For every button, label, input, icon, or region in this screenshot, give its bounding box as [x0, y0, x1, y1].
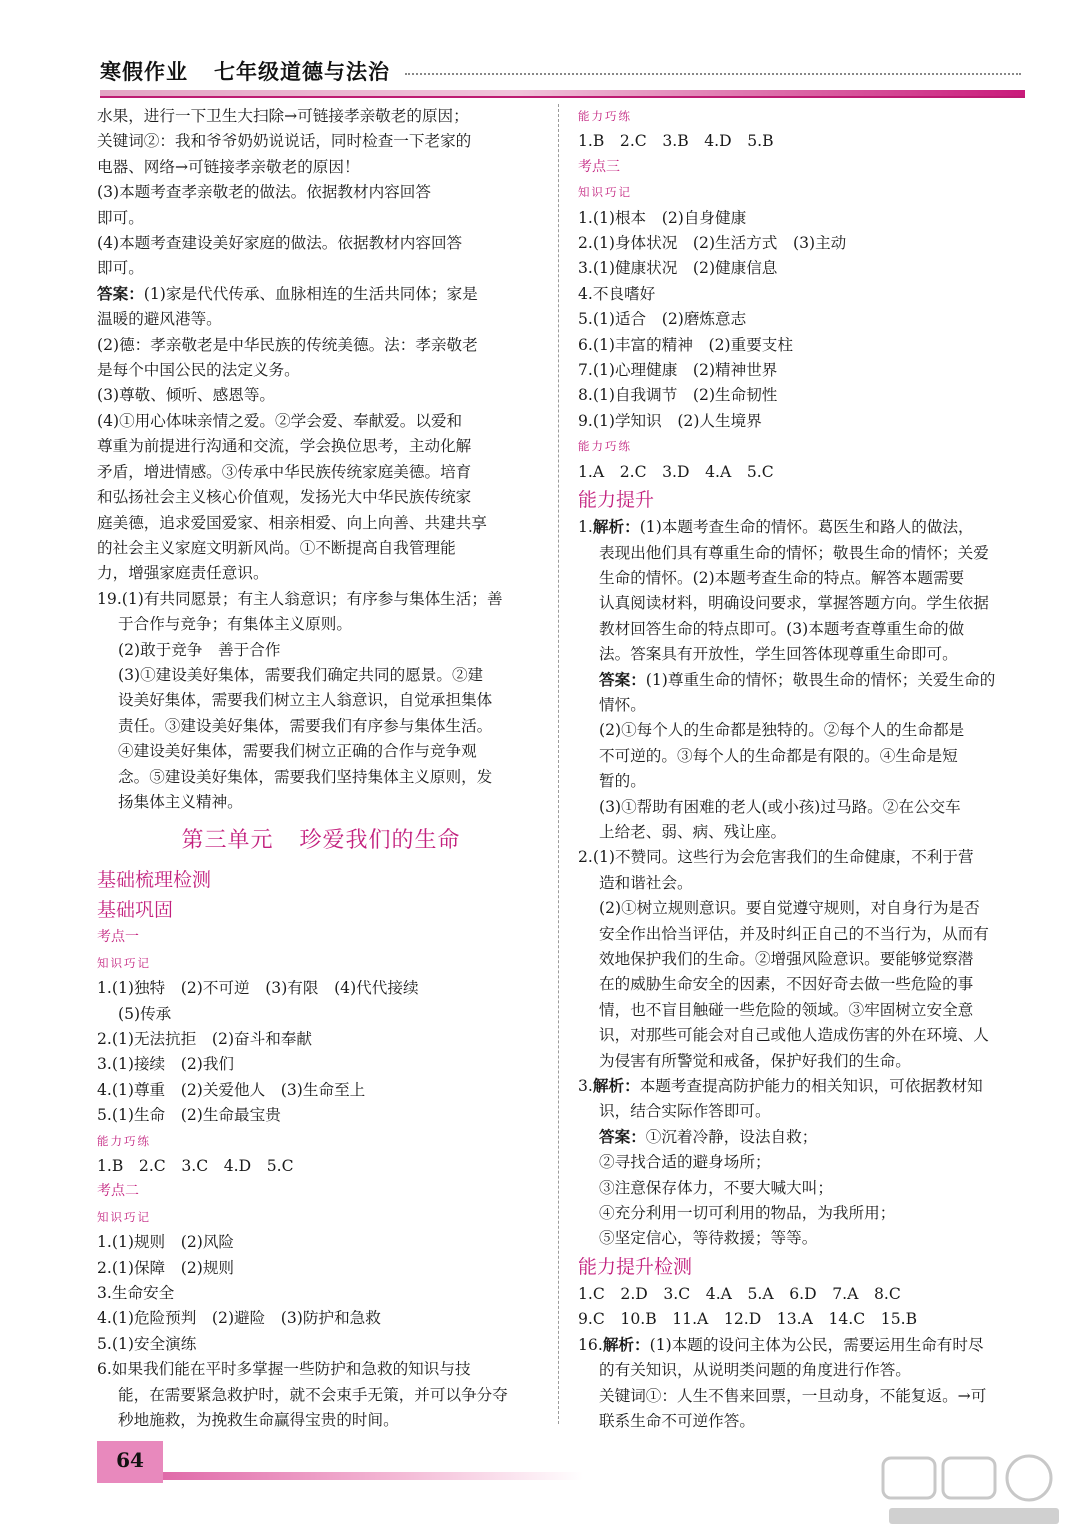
kaodian-label: 考点二	[97, 1183, 139, 1200]
text-line: 责任。③建设美好集体，需要我们有序参与集体生活。	[118, 716, 493, 735]
text-line: (3)尊敬、倾听、感恩等。	[97, 386, 276, 405]
text-line: 法。答案具有开放性，学生回答体现尊重生命即可。	[599, 645, 958, 664]
text-line: 扬集体主义精神。	[118, 792, 243, 811]
knowledge-label: 知识巧记	[578, 185, 632, 200]
kaodian-label: 考点一	[97, 929, 139, 946]
question-3-analysis: 3.解析：本题考查提高防护能力的相关知识，可依据教材知	[578, 1077, 983, 1096]
analysis-label: 解析：	[602, 1335, 650, 1354]
text-line: 7.(1)心理健康 (2)精神世界	[578, 361, 778, 380]
text-line: (3)①建设美好集体，需要我们确定共同的愿景。②建	[118, 665, 484, 684]
text-line: 4.(1)尊重 (2)关爱他人 (3)生命至上	[97, 1080, 366, 1099]
text-line: 识，结合实际作答即可。	[599, 1102, 771, 1121]
header-dotted-rule	[405, 73, 1021, 75]
watermark-logo	[875, 1452, 1065, 1530]
column-divider	[558, 104, 559, 1424]
section-heading: 能力提升检测	[578, 1255, 693, 1278]
page-number: 64	[116, 1448, 144, 1472]
text-line: 是每个中国公民的法定义务。	[97, 361, 300, 380]
text-line: 5.(1)生命 (2)生命最宝贵	[97, 1106, 281, 1125]
footer-band	[163, 1472, 583, 1480]
analysis-label: 解析：	[592, 518, 640, 537]
question-1-analysis: 1.解析：(1)本题考查生命的情怀。葛医生和路人的做法，	[578, 518, 974, 537]
text-line: 2.(1)身体状况 (2)生活方式 (3)主动	[578, 234, 847, 253]
text-line: 念。⑤建设美好集体，需要我们坚持集体主义原则，发	[118, 767, 493, 786]
text-line: 情怀。	[599, 695, 646, 714]
text-line: 能，在需要紧急救护时，就不会束手无策，并可以争分夺	[118, 1385, 508, 1404]
text-line: 即可。	[97, 259, 144, 278]
text-line: 在的威胁生命安全的因素，不因好奇去做一些危险的事	[599, 975, 974, 994]
text-line: 19.(1)有共同愿景；有主人翁意识；有序参与集体生活；善	[97, 589, 503, 608]
text-line: 3.(1)健康状况 (2)健康信息	[578, 259, 778, 278]
section-heading: 基础梳理检测	[97, 869, 212, 892]
answer-row: 1.A 2.C 3.D 4.A 5.C	[578, 462, 774, 481]
header-title	[100, 56, 390, 86]
text-line: 情，也不盲目触碰一些危险的领域。③牢固树立安全意	[599, 1000, 974, 1019]
text-line: (3)本题考查孝亲敬老的做法。依据教材内容回答	[97, 183, 431, 202]
right-column	[578, 104, 1028, 1434]
text-line: 力，增强家庭责任意识。	[97, 564, 269, 583]
page-header	[100, 56, 1025, 98]
text-line: ④充分利用一切可利用的物品，为我所用；	[599, 1204, 896, 1223]
text-line: 表现出他们具有尊重生命的情怀；敬畏生命的情怀；关爱	[599, 543, 989, 562]
text-line: 庭美德，追求爱国爱家、相亲相爱、向上向善、共建共享	[97, 513, 487, 532]
text-line: (5)传承	[118, 1004, 172, 1023]
answer-row: 1.B 2.C 3.C 4.D 5.C	[97, 1157, 294, 1176]
text-line: 尊重为前提进行沟通和交流，学会换位思考，主动化解	[97, 437, 472, 456]
text-line: 关键词①：人生不售来回票，一旦动身，不能复返。→可	[599, 1386, 987, 1405]
text-line: (2)德：孝亲敬老是中华民族的传统美德。法：孝亲敬老	[97, 335, 478, 354]
page-number-box	[97, 1441, 163, 1483]
text-line: (2)敢于竞争 善于合作	[118, 640, 281, 659]
answer-label: 答案：	[599, 1127, 646, 1146]
answer-line: 答案：(1)家是代代传承、血脉相连的生活共同体；家是	[97, 284, 478, 303]
text-line: 的社会主义家庭文明新风尚。①不断提高自我管理能	[97, 538, 456, 557]
text-line: (2)①树立规则意识。要自觉遵守规则，对自身行为是否	[599, 899, 980, 918]
text-line: 6.如果我们能在平时多掌握一些防护和急救的知识与技	[97, 1360, 471, 1379]
analysis-label: 解析：	[592, 1077, 640, 1096]
text-line: 设美好集体，需要我们树立主人翁意识，自觉承担集体	[118, 691, 493, 710]
text-line: (4)①用心体味亲情之爱。②学会爱、奉献爱。以爱和	[97, 411, 463, 430]
text-line: ④建设美好集体，需要我们树立正确的合作与竞争观	[118, 742, 477, 761]
kaodian-label: 考点三	[578, 158, 620, 175]
answer-label: 答案：	[599, 670, 646, 689]
text-line: 2.(1)保障 (2)规则	[97, 1258, 235, 1277]
text-line: ⑤坚定信心，等待救援；等等。	[599, 1229, 818, 1248]
text-line: 3.(1)接续 (2)我们	[97, 1055, 235, 1074]
text-line: 造和谐社会。	[599, 873, 693, 892]
text-line: 即可。	[97, 208, 144, 227]
text-line: ③注意保存体力，不要大喊大叫；	[599, 1178, 833, 1197]
text-line: 效地保护我们的生命。②增强风险意识。要能够觉察潜	[599, 950, 974, 968]
text-line: 温暖的避风港等。	[97, 310, 222, 329]
text-line: 4.不良嗜好	[578, 284, 656, 303]
text-line: 教材回答生命的特点即可。(3)本题考查尊重生命的做	[599, 619, 965, 638]
header-subject-title: 七年级道德与法治	[214, 60, 390, 84]
answer-row: 1.C 2.D 3.C 4.A 5.A 6.D 7.A 8.C	[578, 1284, 901, 1303]
text-line: 1.(1)规则 (2)风险	[97, 1233, 235, 1252]
question-16-analysis: 16.解析：(1)本题的设问主体为公民，需要运用生命有时尽	[578, 1335, 984, 1354]
ability-label: 能力巧练	[578, 109, 632, 123]
text-line: 矛盾，增进情感。③传承中华民族传统家庭美德。培育	[97, 462, 472, 481]
answer-label: 答案：	[97, 284, 144, 303]
text-line: 联系生命不可逆作答。	[599, 1411, 755, 1430]
text-line: 2.(1)无法抗拒 (2)奋斗和奉献	[97, 1030, 312, 1048]
text-line: 6.(1)丰富的精神 (2)重要支柱	[578, 335, 793, 354]
text-line: 识，对那些可能会对自己或他人造成伤害的外在环境、人	[599, 1026, 989, 1045]
section-subheading: 基础巩固	[97, 899, 174, 922]
text-line: 1.(1)根本 (2)自身健康	[578, 208, 747, 227]
text-line: 9.(1)学知识 (2)人生境界	[578, 411, 762, 430]
text-line: 为侵害有所警觉和戒备，保护好我们的生命。	[599, 1051, 911, 1070]
header-band-line	[100, 96, 1025, 98]
answer-line: 答案：(1)尊重生命的情怀；敬畏生命的情怀；关爱生命的	[599, 670, 996, 689]
text-line: 水果，进行一下卫生大扫除→可链接孝亲敬老的原因；	[97, 107, 469, 125]
header-book-title: 寒假作业	[100, 60, 188, 84]
section-heading: 能力提升	[578, 489, 655, 512]
unit-title: 第三单元 珍爱我们的生命	[181, 828, 461, 854]
text-line: 的有关知识，从说明类问题的角度进行作答。	[599, 1361, 911, 1380]
text-line: 3.生命安全	[97, 1284, 175, 1303]
text-line: 于合作与竞争；有集体主义原则。	[118, 615, 352, 634]
knowledge-label: 知识巧记	[97, 955, 151, 970]
text-line: (2)①每个人的生命都是独特的。②每个人的生命都是	[599, 721, 965, 740]
text-line: 关键词②：我和爷爷奶奶说说话，同时检查一下老家的	[97, 132, 472, 151]
text-line: ②寻找合适的避身场所；	[599, 1153, 771, 1172]
text-line: 2.(1)不赞同。这些行为会危害我们的生命健康，不利于营	[578, 848, 974, 867]
text-line: 秒地施救，为挽救生命赢得宝贵的时间。	[118, 1411, 399, 1430]
left-column	[97, 104, 545, 1434]
answer-row: 9.C 10.B 11.A 12.D 13.A 14.C 15.B	[578, 1310, 918, 1329]
ability-label: 能力巧练	[578, 439, 632, 454]
ability-label: 能力巧练	[97, 1133, 151, 1148]
text-line: 不可逆的。③每个人的生命都是有限的。④生命是短	[599, 746, 958, 765]
text-line: 上给老、弱、病、残让座。	[599, 822, 787, 841]
text-line: 认真阅读材料，明确设问要求，掌握答题方向。学生依据	[599, 594, 989, 613]
text-line: 5.(1)适合 (2)磨炼意志	[578, 310, 747, 329]
text-line: 8.(1)自我调节 (2)生命韧性	[578, 386, 778, 405]
text-line: 5.(1)安全演练	[97, 1334, 197, 1353]
text-line: 4.(1)危险预判 (2)避险 (3)防护和急救	[97, 1309, 381, 1328]
text-line: 电器、网络→可链接孝亲敬老的原因！	[97, 157, 360, 176]
text-line: 1.(1)独特 (2)不可逆 (3)有限 (4)代代接续	[97, 979, 419, 998]
text-line: 生命的情怀。(2)本题考查生命的特点。解答本题需要	[599, 568, 965, 587]
text-line: 和弘扬社会主义核心价值观，发扬光大中华民族传统家	[97, 488, 472, 507]
text-line: 暂的。	[599, 772, 646, 791]
answer-line: 答案：①沉着冷静，设法自救；	[599, 1127, 818, 1146]
knowledge-label: 知识巧记	[97, 1209, 151, 1224]
text-line: 安全作出恰当评估，并及时纠正自己的不当行为，从而有	[599, 924, 989, 943]
text-line: (3)①帮助有困难的老人(或小孩)过马路。②在公交车	[599, 797, 961, 816]
text-line: (4)本题考查建设美好家庭的做法。依据教材内容回答	[97, 234, 463, 253]
answer-row: 1.B 2.C 3.B 4.D 5.B	[578, 132, 774, 151]
